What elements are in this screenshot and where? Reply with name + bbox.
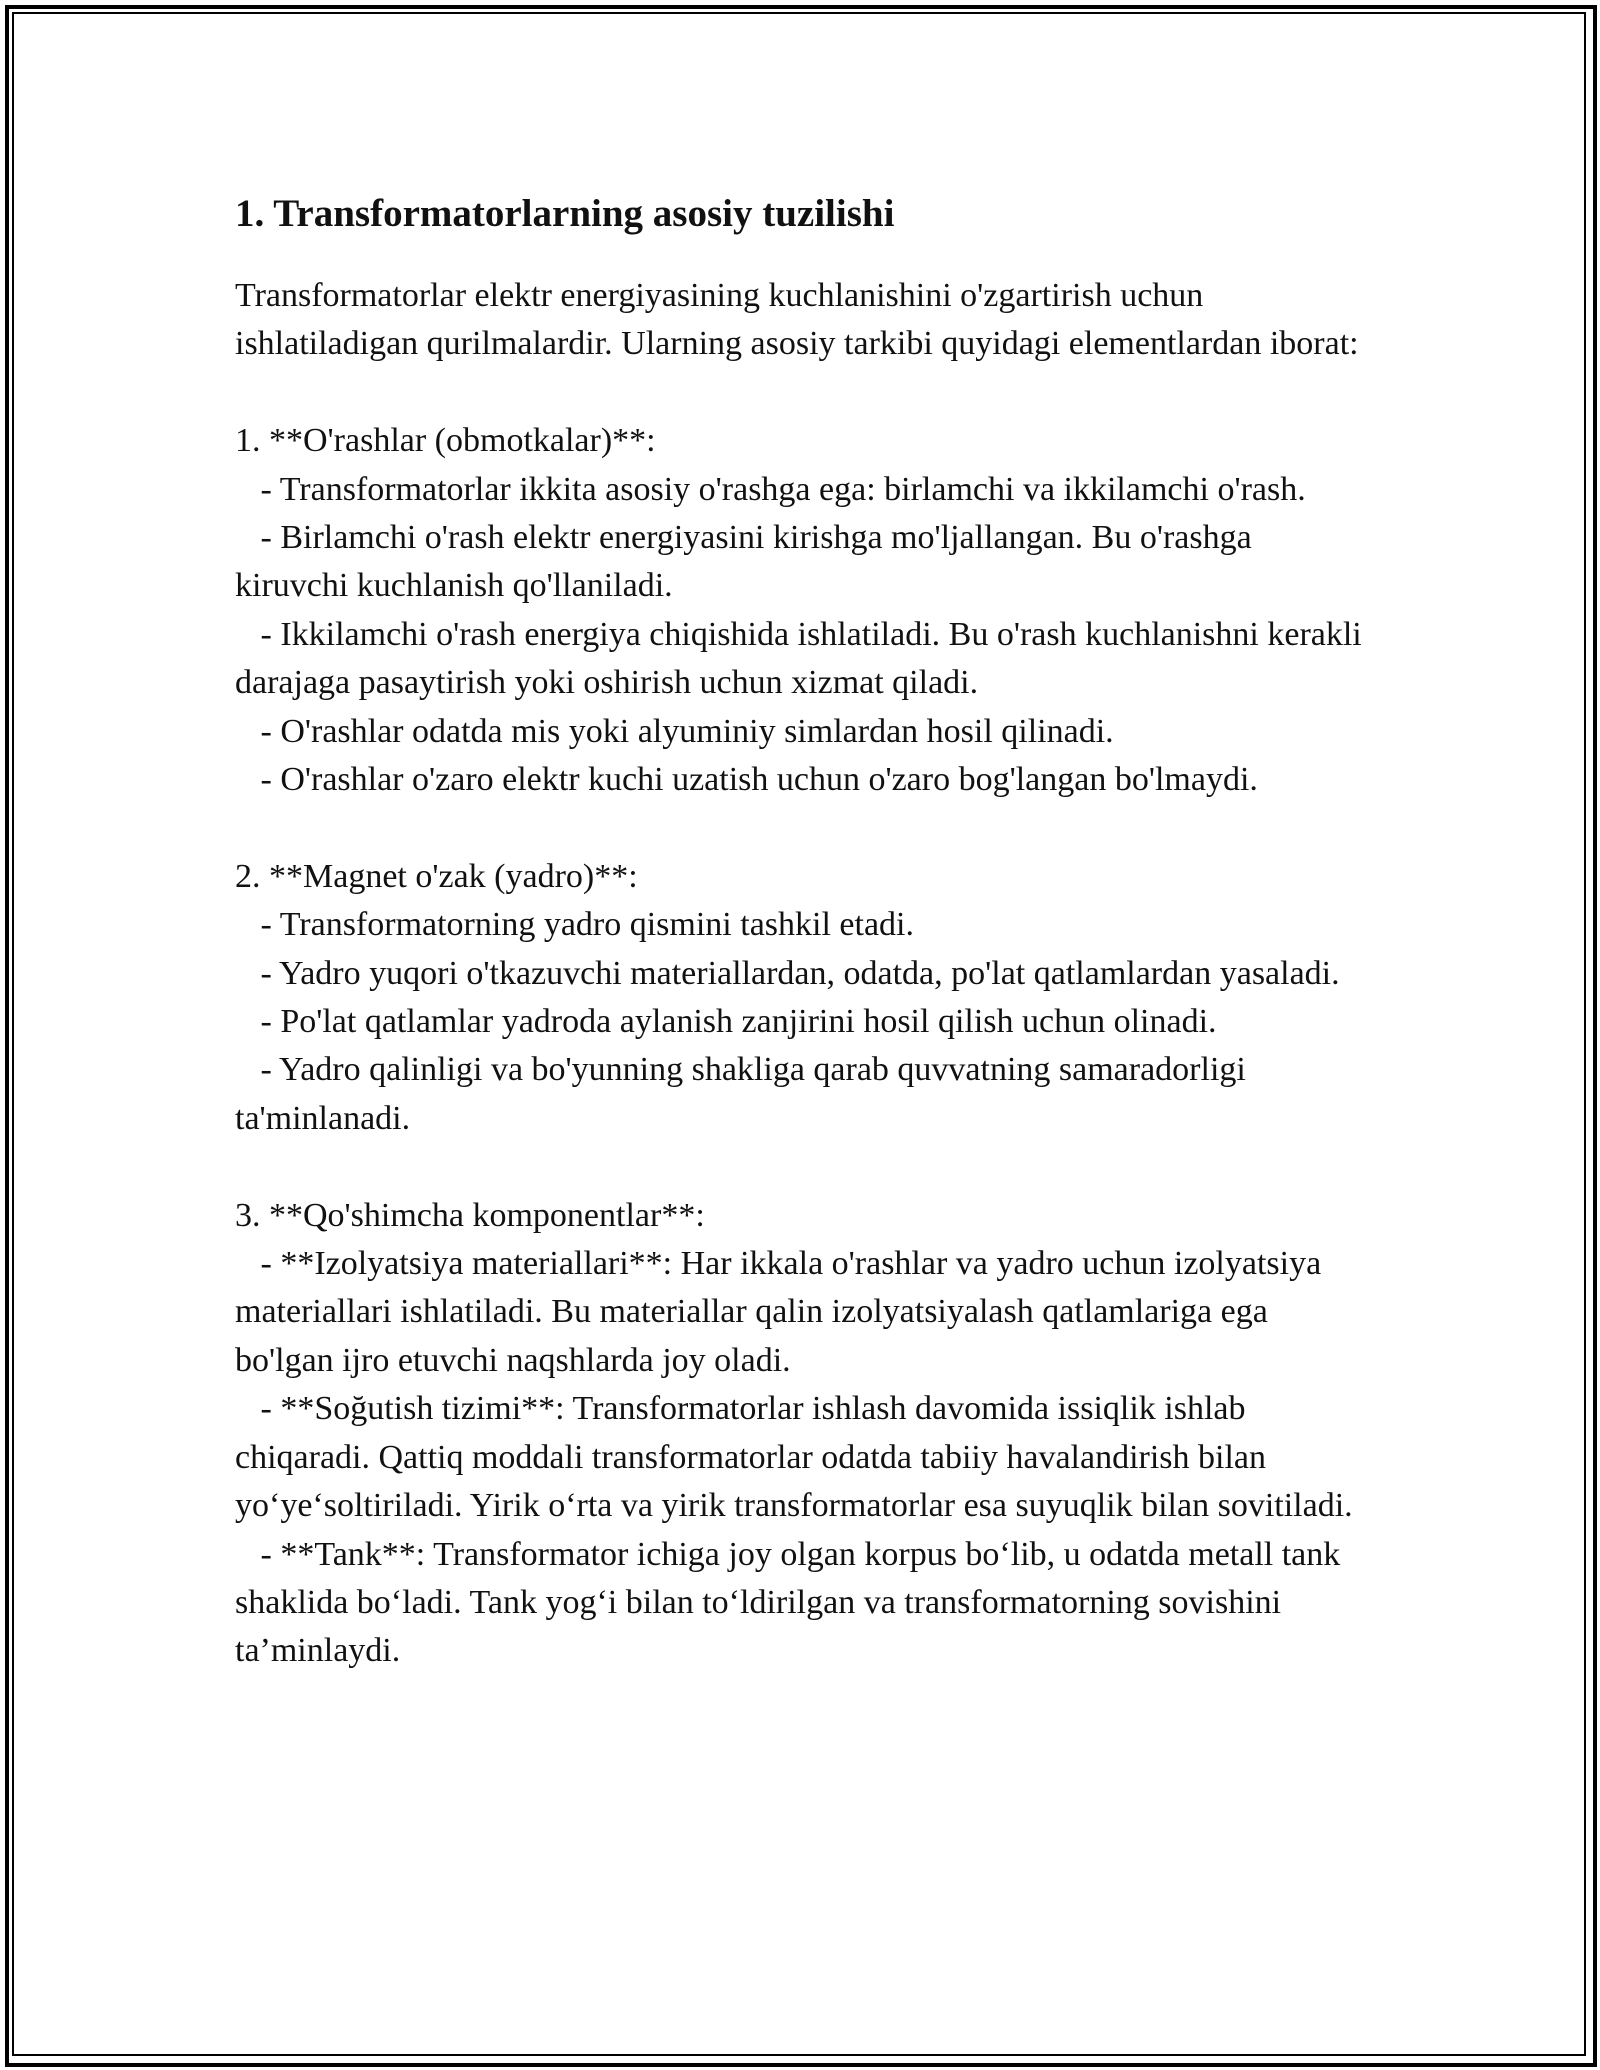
section-components: [235, 1192, 1370, 1676]
section-heading: 1. **O'rashlar (obmotkalar)**:: [235, 422, 656, 460]
spacer: [235, 369, 1370, 417]
list-item: - Transformatorning yadro qismini tashkil etadi.: [235, 906, 914, 944]
list-item: - Yadro yuqori o'tkazuvchi materiallardan, odatda, po'lat qatlamlardan yasaladi.: [235, 954, 1340, 992]
spacer: [235, 1143, 1370, 1191]
list-item: - Po'lat qatlamlar yadroda aylanish zanjirini hosil qilish uchun olinadi.: [235, 1003, 1217, 1041]
document-body: [235, 186, 1370, 1676]
section-core: [235, 853, 1370, 1143]
section-heading: 2. **Magnet o'zak (yadro)**:: [235, 857, 638, 895]
list-item: - O'rashlar odatda mis yoki alyuminiy simlardan hosil qilinadi.: [235, 712, 1114, 750]
document-text: [235, 272, 1370, 1676]
list-item: - **Soğutish tizimi**: Transformatorlar ishlash davomida issiqlik ishlab chiqaradi. Qattiq moddali transformatorlar odatda tabiiy havalandirish bilan yo‘ye‘soltiriladi. Yirik o‘rta va yirik transformatorlar esa suyuqlik bilan sovitiladi.: [235, 1390, 1353, 1525]
spacer: [235, 804, 1370, 852]
document-title: 1. Transformatorlarning asosiy tuzilishi: [235, 192, 895, 235]
list-item: - Birlamchi o'rash elektr energiyasini kirishga mo'ljallangan. Bu o'rashga kiruvchi kuchlanish qo'llaniladi.: [235, 519, 1261, 605]
list-item: - **Izolyatsiya materiallari**: Har ikkala o'rashlar va yadro uchun izolyatsiya materiallari ishlatiladi. Bu materiallar qalin izolyatsiyalash qatlamlariga ega bo'lgan ijro etuvchi naqshlarda joy oladi.: [235, 1245, 1330, 1379]
list-item: - Yadro qalinligi va bo'yunning shakliga qarab quvvatning samaradorligi ta'minlanadi.: [235, 1051, 1255, 1137]
section-heading: 3. **Qo'shimcha komponentlar**:: [235, 1196, 705, 1234]
list-item: - O'rashlar o'zaro elektr kuchi uzatish uchun o'zaro bog'langan bo'lmaydi.: [235, 761, 1258, 799]
list-item: - Ikkilamchi o'rash energiya chiqishida ishlatiladi. Bu o'rash kuchlanishni kerakli darajaga pasaytirish yoki oshirish uchun xizmat qiladi.: [235, 615, 1371, 702]
section-windings: [235, 417, 1370, 804]
list-item: - Transformatorlar ikkita asosiy o'rashga ega: birlamchi va ikkilamchi o'rash.: [235, 470, 1306, 508]
list-item: - **Tank**: Transformator ichiga joy olgan korpus bo‘lib, u odatda metall tank shaklida bo‘ladi. Tank yog‘i bilan to‘ldirilgan va transformatorning sovishini ta’minlaydi.: [235, 1535, 1349, 1670]
intro-paragraph: Transformatorlar elektr energiyasining kuchlanishini o'zgartirish uchun ishlatiladigan qurilmalardir. Ularning asosiy tarkibi quyidagi elementlardan iborat:: [235, 277, 1359, 363]
